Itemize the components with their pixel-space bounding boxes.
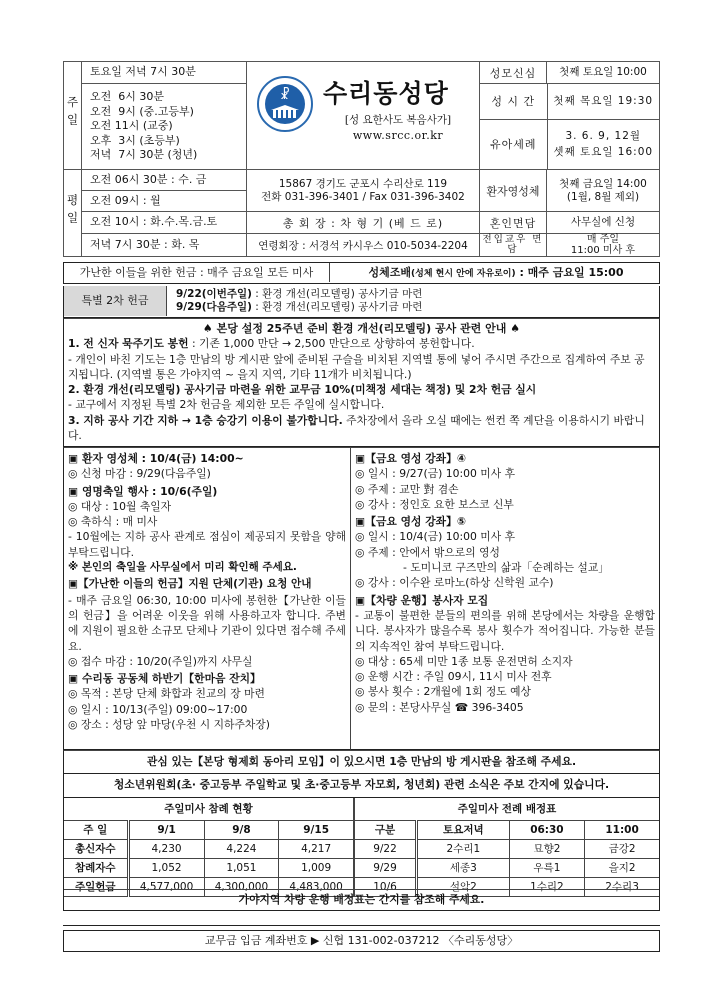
service-label: 성모신심	[480, 62, 547, 84]
service-label: 유아세례	[480, 119, 547, 169]
section-line: ◎ 축하식 : 매 미사	[68, 515, 158, 529]
section-line: - 도미니코 구즈만의 삶과「순례하는 설교」	[403, 561, 610, 575]
mass-time: 오전 9시 (중.고등부)	[90, 104, 194, 118]
section-line: ◎ 일시 : 10/4(금) 10:00 미사 후	[355, 530, 516, 544]
section-note: ※ 본인의 축일을 사무실에서 미리 확인해 주세요.	[68, 561, 297, 574]
mass-time: 오전 11시 (교중)	[90, 119, 173, 133]
table-row: 9/29 세종3 우륵1 을지2	[355, 858, 660, 877]
youth-notice: 청소년위원회(초· 중고등부 주일학교 및 초·중고등부 자모회, 청년회) 관련 소식은 주보 간지에 있습니다.	[63, 774, 660, 798]
section-line: ◎ 문의 : 본당사무실 ☎ 396-3405	[355, 700, 524, 714]
section-line: ◎ 목적 : 본당 단체 화합과 친교의 장 마련	[68, 687, 265, 701]
service-value: 첫째 목요일 19:30	[547, 84, 659, 119]
service-value: 사무실에 신청	[547, 212, 660, 234]
left-announcements	[63, 447, 351, 750]
attendance-title: 주일미사 참례 현황	[64, 798, 354, 820]
notice-subtext: - 개인이 바친 기도는 1층 만남의 방 게시판 앞에 준비된 구슬을 비치된 지역별 통에 넣어 주시면 주간으로 집계하여 주보 공지됩니다. (지역별 통은 가야지역 ~ 을지 지역, 기타 11개가 비치됩니다.)	[68, 352, 645, 381]
notice-title: ♠ 본당 설정 25주년 준비 환경 개선(리모델링) 공사 관련 안내 ♠	[202, 322, 521, 335]
notice-item: 2. 환경 개선(리모델링) 공사기금 마련을 위한 교무금 10%(미책정 세대는 책정) 및 2차 헌금 실시	[68, 383, 537, 397]
section-line: ◎ 주제 : 안에서 밖으로의 영성	[355, 545, 500, 559]
weekday-mass: 오전 09시 : 월	[82, 191, 247, 212]
special-offering-item: 9/29(다음주일) : 환경 개선(리모델링) 공사기금 마련	[176, 301, 423, 313]
saturday-mass: 토요일 저녁 7시 30분	[82, 62, 247, 84]
section-line: ◎ 운행 시간 : 주일 09시, 11시 미사 전후	[355, 670, 552, 684]
column-header: 9/1	[128, 820, 204, 839]
section-title: ▣ 환자 영성체 : 10/4(금) 14:00~	[68, 452, 244, 465]
table-row: 주일헌금 4,577,000 4,300,000 4,483,000	[64, 877, 354, 896]
sunday-label: 주일	[64, 62, 82, 170]
weekday-mass: 오전 10시 : 화.수.목.금.토	[82, 212, 247, 234]
service-label: 전입교우 면담	[480, 234, 547, 257]
mass-time: 오전 6시 30분	[90, 90, 164, 104]
service-value: 첫째 토요일 10:00	[547, 62, 660, 84]
table-row: 참례자수 1,052 1,051 1,009	[64, 858, 354, 877]
remodeling-notice	[63, 318, 660, 447]
table-row: 9/22 2수리1 묘향2 금강2	[355, 839, 660, 858]
notice-item: 1. 전 신자 묵주기도 봉헌 : 기존 1,000 만단 → 2,500 만단으로 상향하여 봉헌합니다.	[68, 337, 475, 351]
section-text: - 교통이 불편한 분들의 편의를 위해 본당에서는 차량을 운행합니다. 봉사자가 많을수록 봉사 횟수가 적어집니다. 가능한 분들의 지속적인 참여 부탁드립니다.	[355, 608, 655, 653]
special-offering-item: 9/22(이번주일) : 환경 개선(리모델링) 공사기금 마련	[176, 288, 423, 300]
section-title: ▣ 수리동 공동체 하반기【한마음 잔치】	[68, 672, 261, 686]
column-header: 9/15	[279, 820, 354, 839]
service-label: 혼인면담	[480, 212, 547, 234]
section-line: ◎ 장소 : 성당 앞 마당(우천 시 지하주차장)	[68, 718, 270, 732]
account-info: 교무금 입금 계좌번호 ▶ 신협 131-002-037212 〈수리동성당〉	[63, 930, 660, 952]
patron-saint: [성 요한사도 복음사가]	[344, 114, 452, 126]
service-label: 성 시 간	[480, 84, 547, 119]
offering-bar	[63, 262, 660, 284]
service-value: 매 주일 11:00 미사 후	[547, 234, 660, 257]
tables-container	[63, 798, 660, 911]
church-name: 수리동성당	[323, 79, 449, 108]
mass-time: 오후 3시 (초등부)	[90, 133, 180, 147]
special-offering-list	[176, 288, 422, 314]
section-title: ▣【가난한 이들의 헌금】지원 단체(기관) 요청 안내	[68, 578, 312, 591]
notice-item: 3. 지하 공사 기간 지하 → 1층 승강기 이용이 불가합니다. 주차장에서 올라 오실 때에는 썬컨 쪽 계단을 이용하시기 바랍니다.	[68, 413, 645, 443]
service-label: 환자영성체	[480, 170, 547, 212]
section-text: - 매주 금요일 06:30, 10:00 미사에 봉헌한【가난한 이들의 헌금】을 어려운 이웃을 위해 사용하고자 합니다. 주변에 지원이 필요한 소규모 단체나 기관이 있다면 접수해 주세요.	[68, 593, 346, 653]
services-stack	[480, 84, 660, 170]
address: 15867 경기도 군포시 수리산로 119	[278, 177, 448, 190]
website[interactable]: www.srcc.or.kr	[352, 129, 444, 142]
column-header: 06:30	[509, 820, 584, 839]
mass-time: 저녁 7시 30분 (청년)	[90, 148, 198, 162]
adoration: 성체조배(성체 현시 안에 자유로이) : 매주 금요일 15:00	[368, 266, 624, 279]
section-line: ◎ 강사 : 정인호 요한 보스코 신부	[355, 497, 514, 511]
liturgy-title: 주일미사 전례 배정표	[355, 798, 660, 820]
section-line: ◎ 대상 : 10월 축일자	[68, 499, 172, 513]
church-logo-cell	[247, 62, 480, 170]
column-header: 9/8	[204, 820, 279, 839]
section-title: ▣【금요 영성 강좌】④	[355, 452, 467, 465]
column-header: 토요저녁	[417, 820, 510, 839]
phone[interactable]: 전화 031-396-3401 / Fax 031-396-3402	[261, 190, 465, 203]
column-header: 주 일	[64, 820, 128, 839]
elder-president: 연령회장 : 서경석 카시우스 010-5034-2204	[247, 234, 480, 257]
table-row: 10/6 설악2 1수리2 2수리3	[355, 877, 660, 896]
service-value: 첫째 금요일 14:00 (1월, 8월 제외)	[547, 170, 660, 212]
attendance-table	[64, 798, 354, 897]
table-row: 총신자수 4,230 4,224 4,217	[64, 839, 354, 858]
header-table	[63, 61, 660, 257]
section-line: ◎ 봉사 횟수 : 2개월에 1회 정도 예상	[355, 685, 531, 699]
section-line: ◎ 대상 : 65세 미만 1종 보통 운전면허 소지자	[355, 654, 573, 668]
liturgy-table	[354, 798, 659, 897]
section-title: ▣【금요 영성 강좌】⑤	[355, 515, 467, 529]
president: 총 회 장 : 차 형 기 (베 드 로)	[247, 212, 480, 234]
contact-info	[247, 170, 480, 212]
section-line: ◎ 강사 : 이수완 로마노(하상 신학원 교수)	[355, 576, 554, 590]
column-header: 11:00	[585, 820, 659, 839]
weekday-label: 평일	[64, 170, 82, 257]
section-title: ▣【차량 운행】봉사자 모집	[355, 593, 489, 607]
notice-subtext: - 교구에서 지정된 특별 2차 헌금을 제외한 모든 주일에 실시합니다.	[68, 398, 385, 412]
church-logo-icon: ☧	[257, 76, 313, 132]
sunday-mass-list	[82, 84, 247, 170]
section-line: ◎ 접수 마감 : 10/20(주일)까지 사무실	[68, 654, 253, 668]
service-value: 3. 6. 9, 12월 셋째 토요일 16:00	[553, 129, 654, 158]
club-notice: 관심 있는【본당 형제회 동아리 모임】이 있으시면 1층 만남의 방 게시판을 참조해 주세요.	[63, 750, 660, 774]
weekday-mass: 오전 06시 30분 : 수. 금	[82, 170, 247, 191]
section-line: ◎ 신청 마감 : 9/29(다음주일)	[68, 467, 211, 481]
section-line: ◎ 일시 : 9/27(금) 10:00 미사 후	[355, 467, 516, 481]
vehicle-note: 가야지역 차량 운행 배정표는 간지를 참조해 주세요.	[64, 889, 659, 909]
right-announcements	[350, 447, 660, 750]
weekday-mass: 저녁 7시 30분 : 화. 목	[82, 234, 247, 257]
section-line: ◎ 일시 : 10/13(주일) 09:00~17:00	[68, 702, 248, 716]
section-line: - 10월에는 지하 공사 관계로 점심이 제공되지 못함을 양해 부탁드립니다.	[68, 530, 346, 559]
section-line: ◎ 주제 : 교만 對 겸손	[355, 482, 459, 496]
special-offering-label: 특별 2차 헌금	[64, 286, 167, 316]
column-header: 구분	[355, 820, 417, 839]
poor-offering: 가난한 이들을 위한 헌금 : 매주 금요일 모든 미사	[64, 263, 330, 282]
divider	[63, 925, 660, 926]
special-offering	[63, 286, 660, 318]
section-title: ▣ 영명축일 행사 : 10/6(주일)	[68, 484, 218, 498]
